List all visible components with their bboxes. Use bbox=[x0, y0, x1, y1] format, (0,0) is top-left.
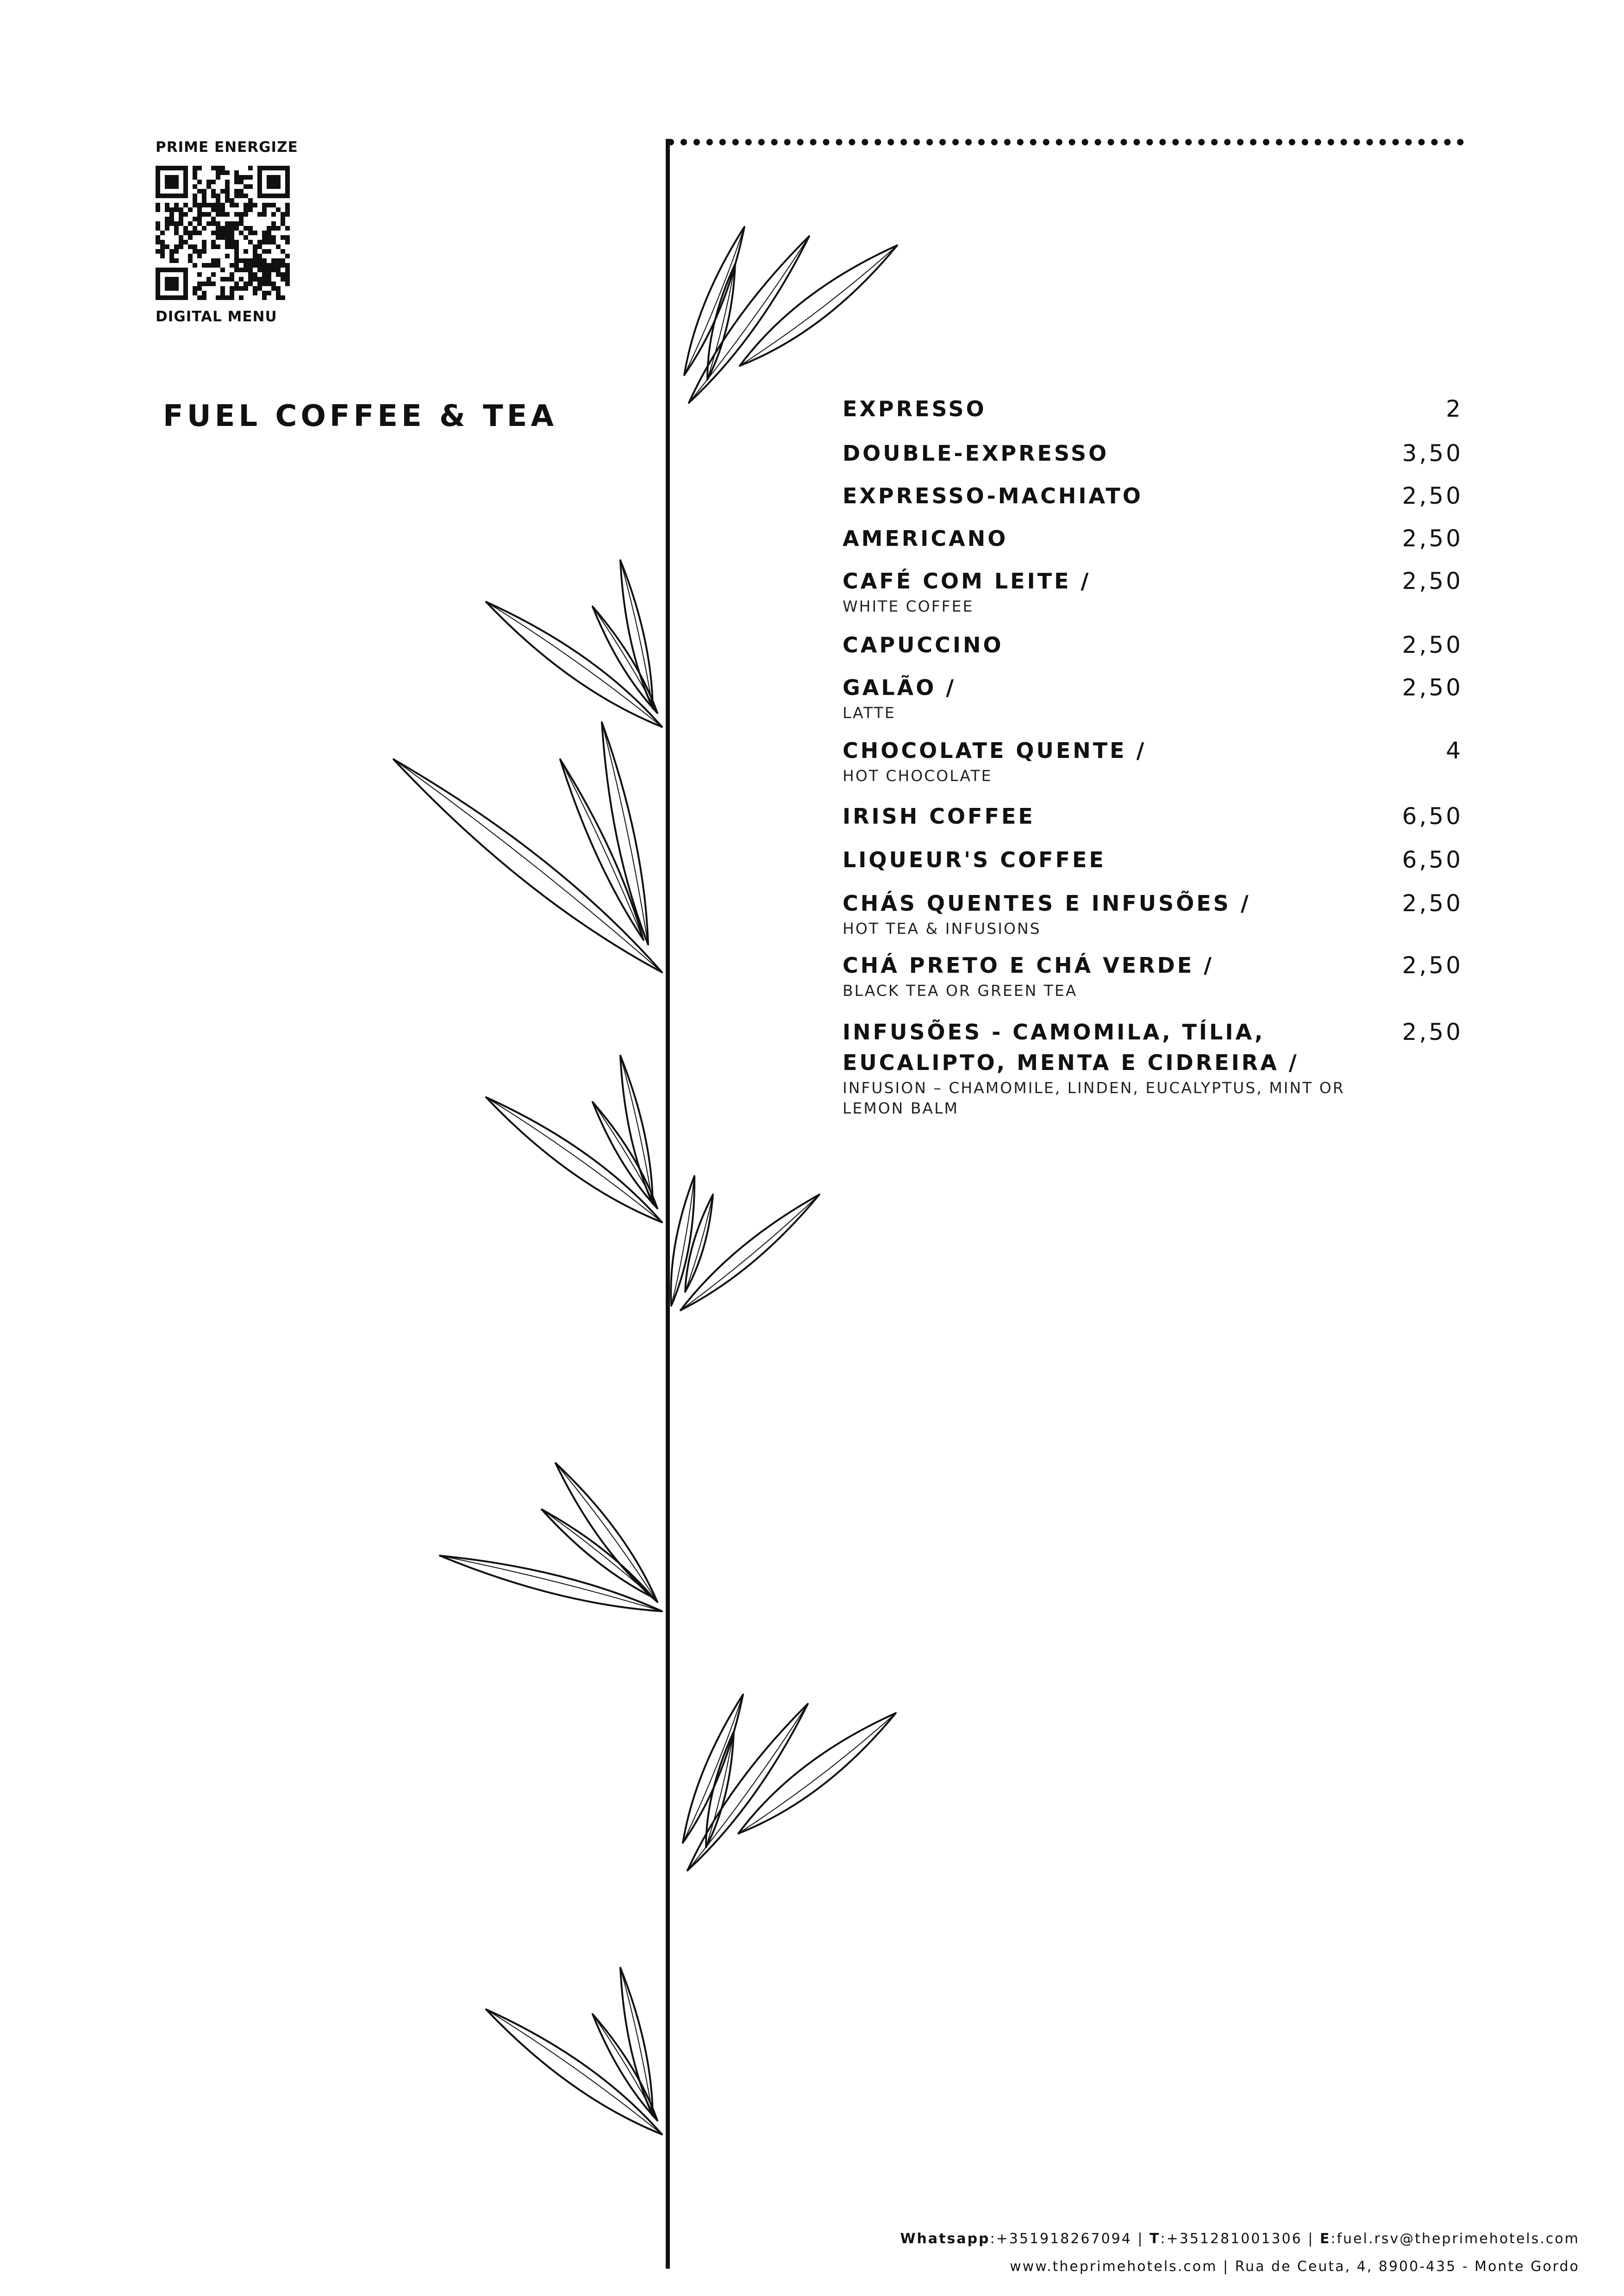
email-label: E bbox=[1319, 2231, 1331, 2247]
menu-item-name: CHÁS QUENTES E INFUSÕES / bbox=[843, 891, 1251, 916]
menu-item bbox=[843, 672, 1463, 735]
menu-item-name: CHÁ PRETO E CHÁ VERDE / bbox=[843, 953, 1214, 978]
email-address[interactable]: :fuel.rsv@theprimehotels.com bbox=[1330, 2231, 1580, 2247]
qr-bottom-label: DIGITAL MENU bbox=[156, 308, 277, 325]
section-title: FUEL COFFEE & TEA bbox=[163, 399, 557, 433]
menu-item-price: 2 bbox=[1446, 395, 1463, 422]
qr-top-label: PRIME ENERGIZE bbox=[156, 139, 298, 156]
menu-item-translation: HOT CHOCOLATE bbox=[843, 767, 993, 785]
footer-separator: | bbox=[1131, 2231, 1150, 2247]
menu-item bbox=[843, 523, 1463, 566]
menu-item-name: LIQUEUR'S COFFEE bbox=[843, 847, 1106, 872]
menu-item-price: 6,50 bbox=[1402, 803, 1463, 830]
menu-item bbox=[843, 566, 1463, 630]
whatsapp-number[interactable]: :+351918267094 bbox=[990, 2231, 1132, 2247]
menu-item-name: CAPUCCINO bbox=[843, 632, 1004, 657]
menu-item bbox=[843, 481, 1463, 523]
menu-item bbox=[843, 801, 1463, 845]
menu-item-price: 2,50 bbox=[1402, 674, 1463, 701]
menu-item-price: 2,50 bbox=[1402, 525, 1463, 552]
menu-item-price: 2,50 bbox=[1402, 632, 1463, 658]
menu-item bbox=[843, 1017, 1463, 1128]
menu-item bbox=[843, 394, 1463, 438]
menu-item-translation: INFUSION – CHAMOMILE, LINDEN, EUCALYPTUS, MINT OR LEMON BALM bbox=[843, 1079, 1345, 1117]
menu-item-price: 4 bbox=[1446, 737, 1463, 764]
phone-number[interactable]: :+351281001306 bbox=[1160, 2231, 1302, 2247]
menu-item-price: 2,50 bbox=[1402, 482, 1463, 509]
menu-item-name: INFUSÕES - CAMOMILA, TÍLIA, EUCALIPTO, MENTA E CIDREIRA / bbox=[843, 1020, 1299, 1075]
footer-address-line: www.theprimehotels.com | Rua de Ceuta, 4, 8900-435 - Monte Gordo bbox=[1010, 2258, 1580, 2275]
menu-item-name: DOUBLE-EXPRESSO bbox=[843, 441, 1109, 466]
footer-contact-line bbox=[900, 2225, 1580, 2253]
menu-item bbox=[843, 950, 1463, 1017]
menu-item bbox=[843, 438, 1463, 481]
menu-item-price: 2,50 bbox=[1402, 1019, 1463, 1045]
menu-item bbox=[843, 888, 1463, 950]
menu-item-price: 2,50 bbox=[1402, 952, 1463, 979]
menu-item-name: EXPRESSO-MACHIATO bbox=[843, 483, 1143, 508]
whatsapp-label: Whatsapp bbox=[900, 2231, 990, 2247]
menu-item bbox=[843, 630, 1463, 672]
phone-label: T bbox=[1149, 2231, 1161, 2247]
menu-item bbox=[843, 845, 1463, 888]
menu-item-price: 6,50 bbox=[1402, 846, 1463, 873]
menu-item-name: GALÃO / bbox=[843, 675, 956, 700]
menu-item-price: 2,50 bbox=[1402, 890, 1463, 917]
menu-item-name: EXPRESSO bbox=[843, 396, 987, 421]
menu-item-name: CHOCOLATE QUENTE / bbox=[843, 738, 1147, 763]
footer bbox=[900, 2225, 1580, 2281]
menu-item-translation: WHITE COFFEE bbox=[843, 597, 974, 615]
menu-item-name: AMERICANO bbox=[843, 526, 1008, 551]
menu-item-name: IRISH COFFEE bbox=[843, 804, 1035, 829]
menu-item bbox=[843, 735, 1463, 801]
menu-item-price: 2,50 bbox=[1402, 568, 1463, 594]
menu-item-translation: BLACK TEA OR GREEN TEA bbox=[843, 982, 1078, 1000]
menu-item-translation: HOT TEA & INFUSIONS bbox=[843, 920, 1041, 938]
menu-item-price: 3,50 bbox=[1402, 440, 1463, 467]
menu-item-translation: LATTE bbox=[843, 704, 896, 722]
footer-separator: | bbox=[1302, 2231, 1320, 2247]
menu-list bbox=[843, 394, 1463, 1128]
menu-item-name: CAFÉ COM LEITE / bbox=[843, 569, 1091, 594]
